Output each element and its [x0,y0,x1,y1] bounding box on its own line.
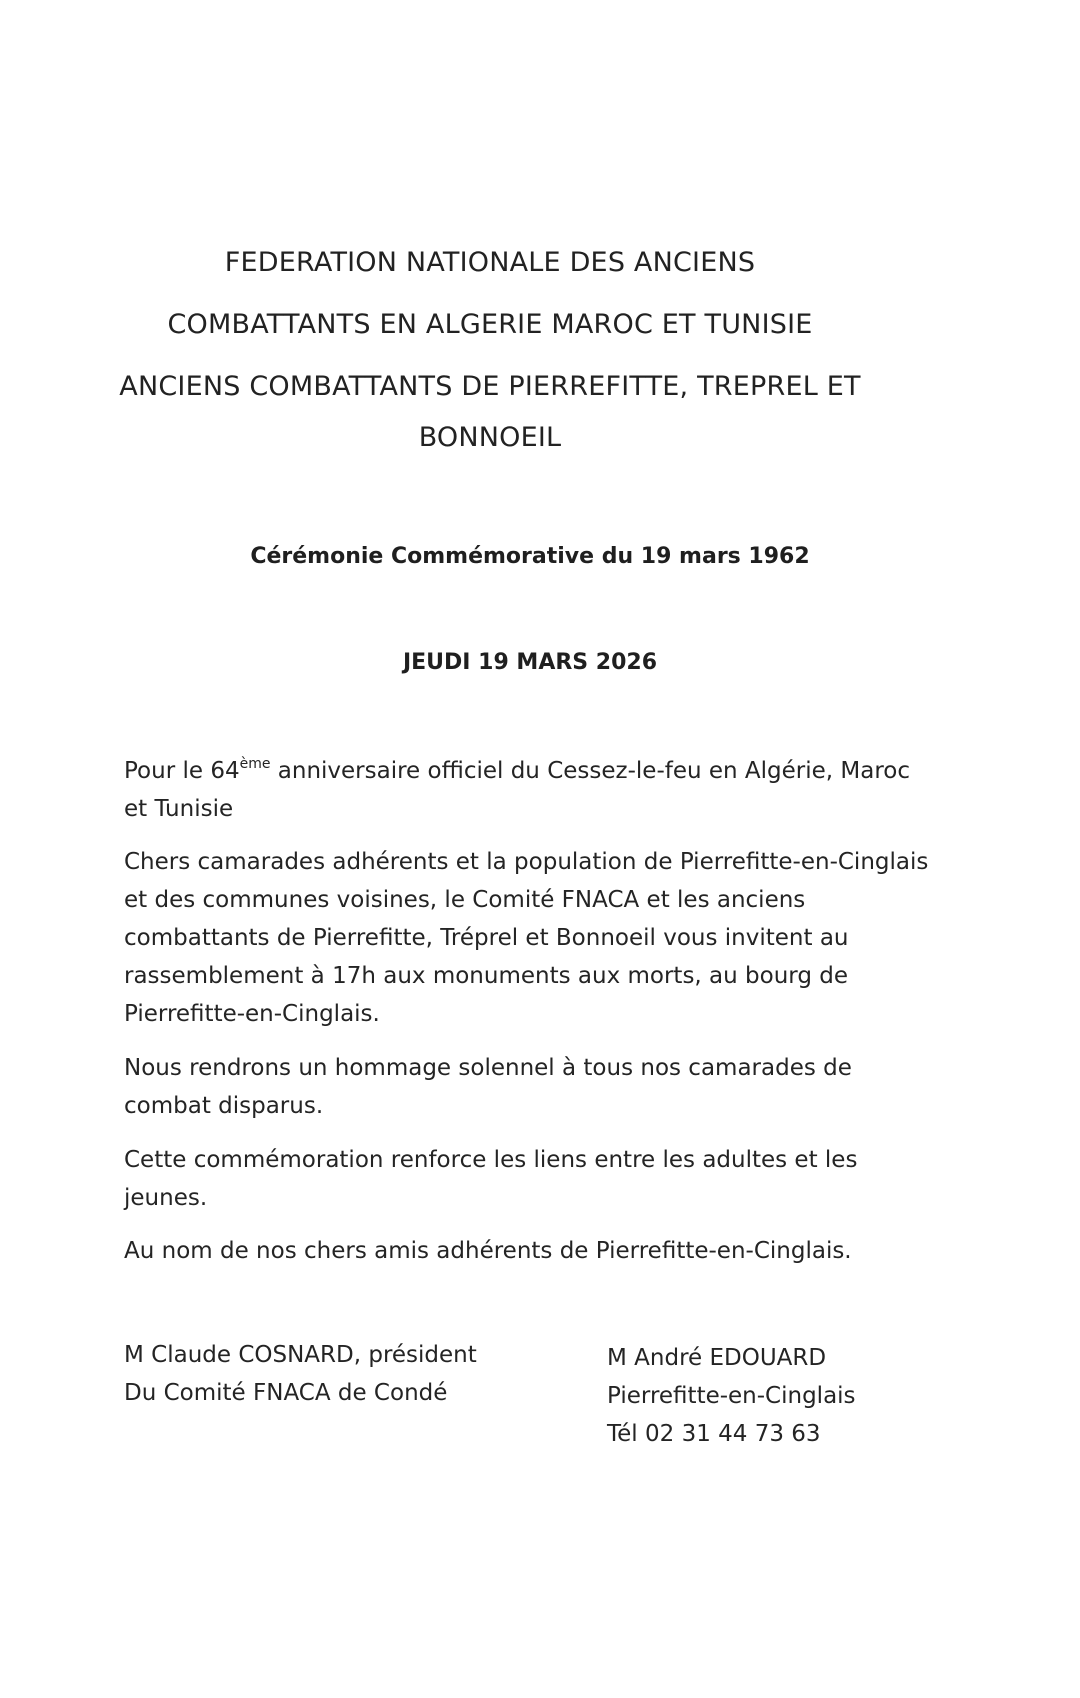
paragraph-line: rassemblement à 17h aux monuments aux morts, au bourg de [124,963,848,989]
signature-line: Tél 02 31 44 73 63 [607,1421,821,1447]
signature-line: M Claude COSNARD, président [124,1342,477,1368]
paragraph-commemoration [124,1141,964,1217]
paragraph-line: Chers camarades adhérents et la population de Pierrefitte-en-Cinglais [124,849,929,875]
paragraph-line: et Tunisie [124,796,234,822]
header-line-4: BONNOEIL [418,422,562,453]
header-line-2: COMBATTANTS EN ALGERIE MAROC ET TUNISIE [167,309,813,340]
paragraph-closing [124,1232,964,1270]
paragraph-invitation [124,843,964,1033]
header-line-3: ANCIENS COMBATTANTS DE PIERREFITTE, TREPREL ET [119,371,861,402]
text-segment: Pour le 64 [124,758,240,784]
ceremony-title: Cérémonie Commémorative du 19 mars 1962 [250,544,810,569]
signature-line: Pierrefitte-en-Cinglais [607,1383,856,1409]
signature-line: M André EDOUARD [607,1345,827,1371]
signature-line: Du Comité FNACA de Condé [124,1380,448,1406]
paragraph-line [124,752,964,790]
paragraph-line: Pierrefitte-en-Cinglais. [124,1001,380,1027]
paragraph-line: et des communes voisines, le Comité FNACA et les anciens [124,887,806,913]
signature-left [124,1336,477,1412]
superscript: ème [239,756,271,772]
paragraph-line: jeunes. [124,1185,208,1211]
event-date: JEUDI 19 MARS 2026 [402,650,658,675]
text-segment: anniversaire officiel du Cessez-le-feu en Algérie, Maroc [270,758,911,784]
signature-right [607,1339,856,1453]
paragraph-tribute [124,1049,964,1125]
paragraph-line: combat disparus. [124,1093,324,1119]
paragraph-line: combattants de Pierrefitte, Tréprel et Bonnoeil vous invitent au [124,925,849,951]
header-line-1: FEDERATION NATIONALE DES ANCIENS [224,247,756,278]
paragraph-line: Au nom de nos chers amis adhérents de Pierrefitte-en-Cinglais. [124,1238,852,1264]
paragraph-line: Nous rendrons un hommage solennel à tous nos camarades de [124,1055,852,1081]
paragraph-line: Cette commémoration renforce les liens entre les adultes et les [124,1147,858,1173]
paragraph-anniversary [124,752,964,828]
